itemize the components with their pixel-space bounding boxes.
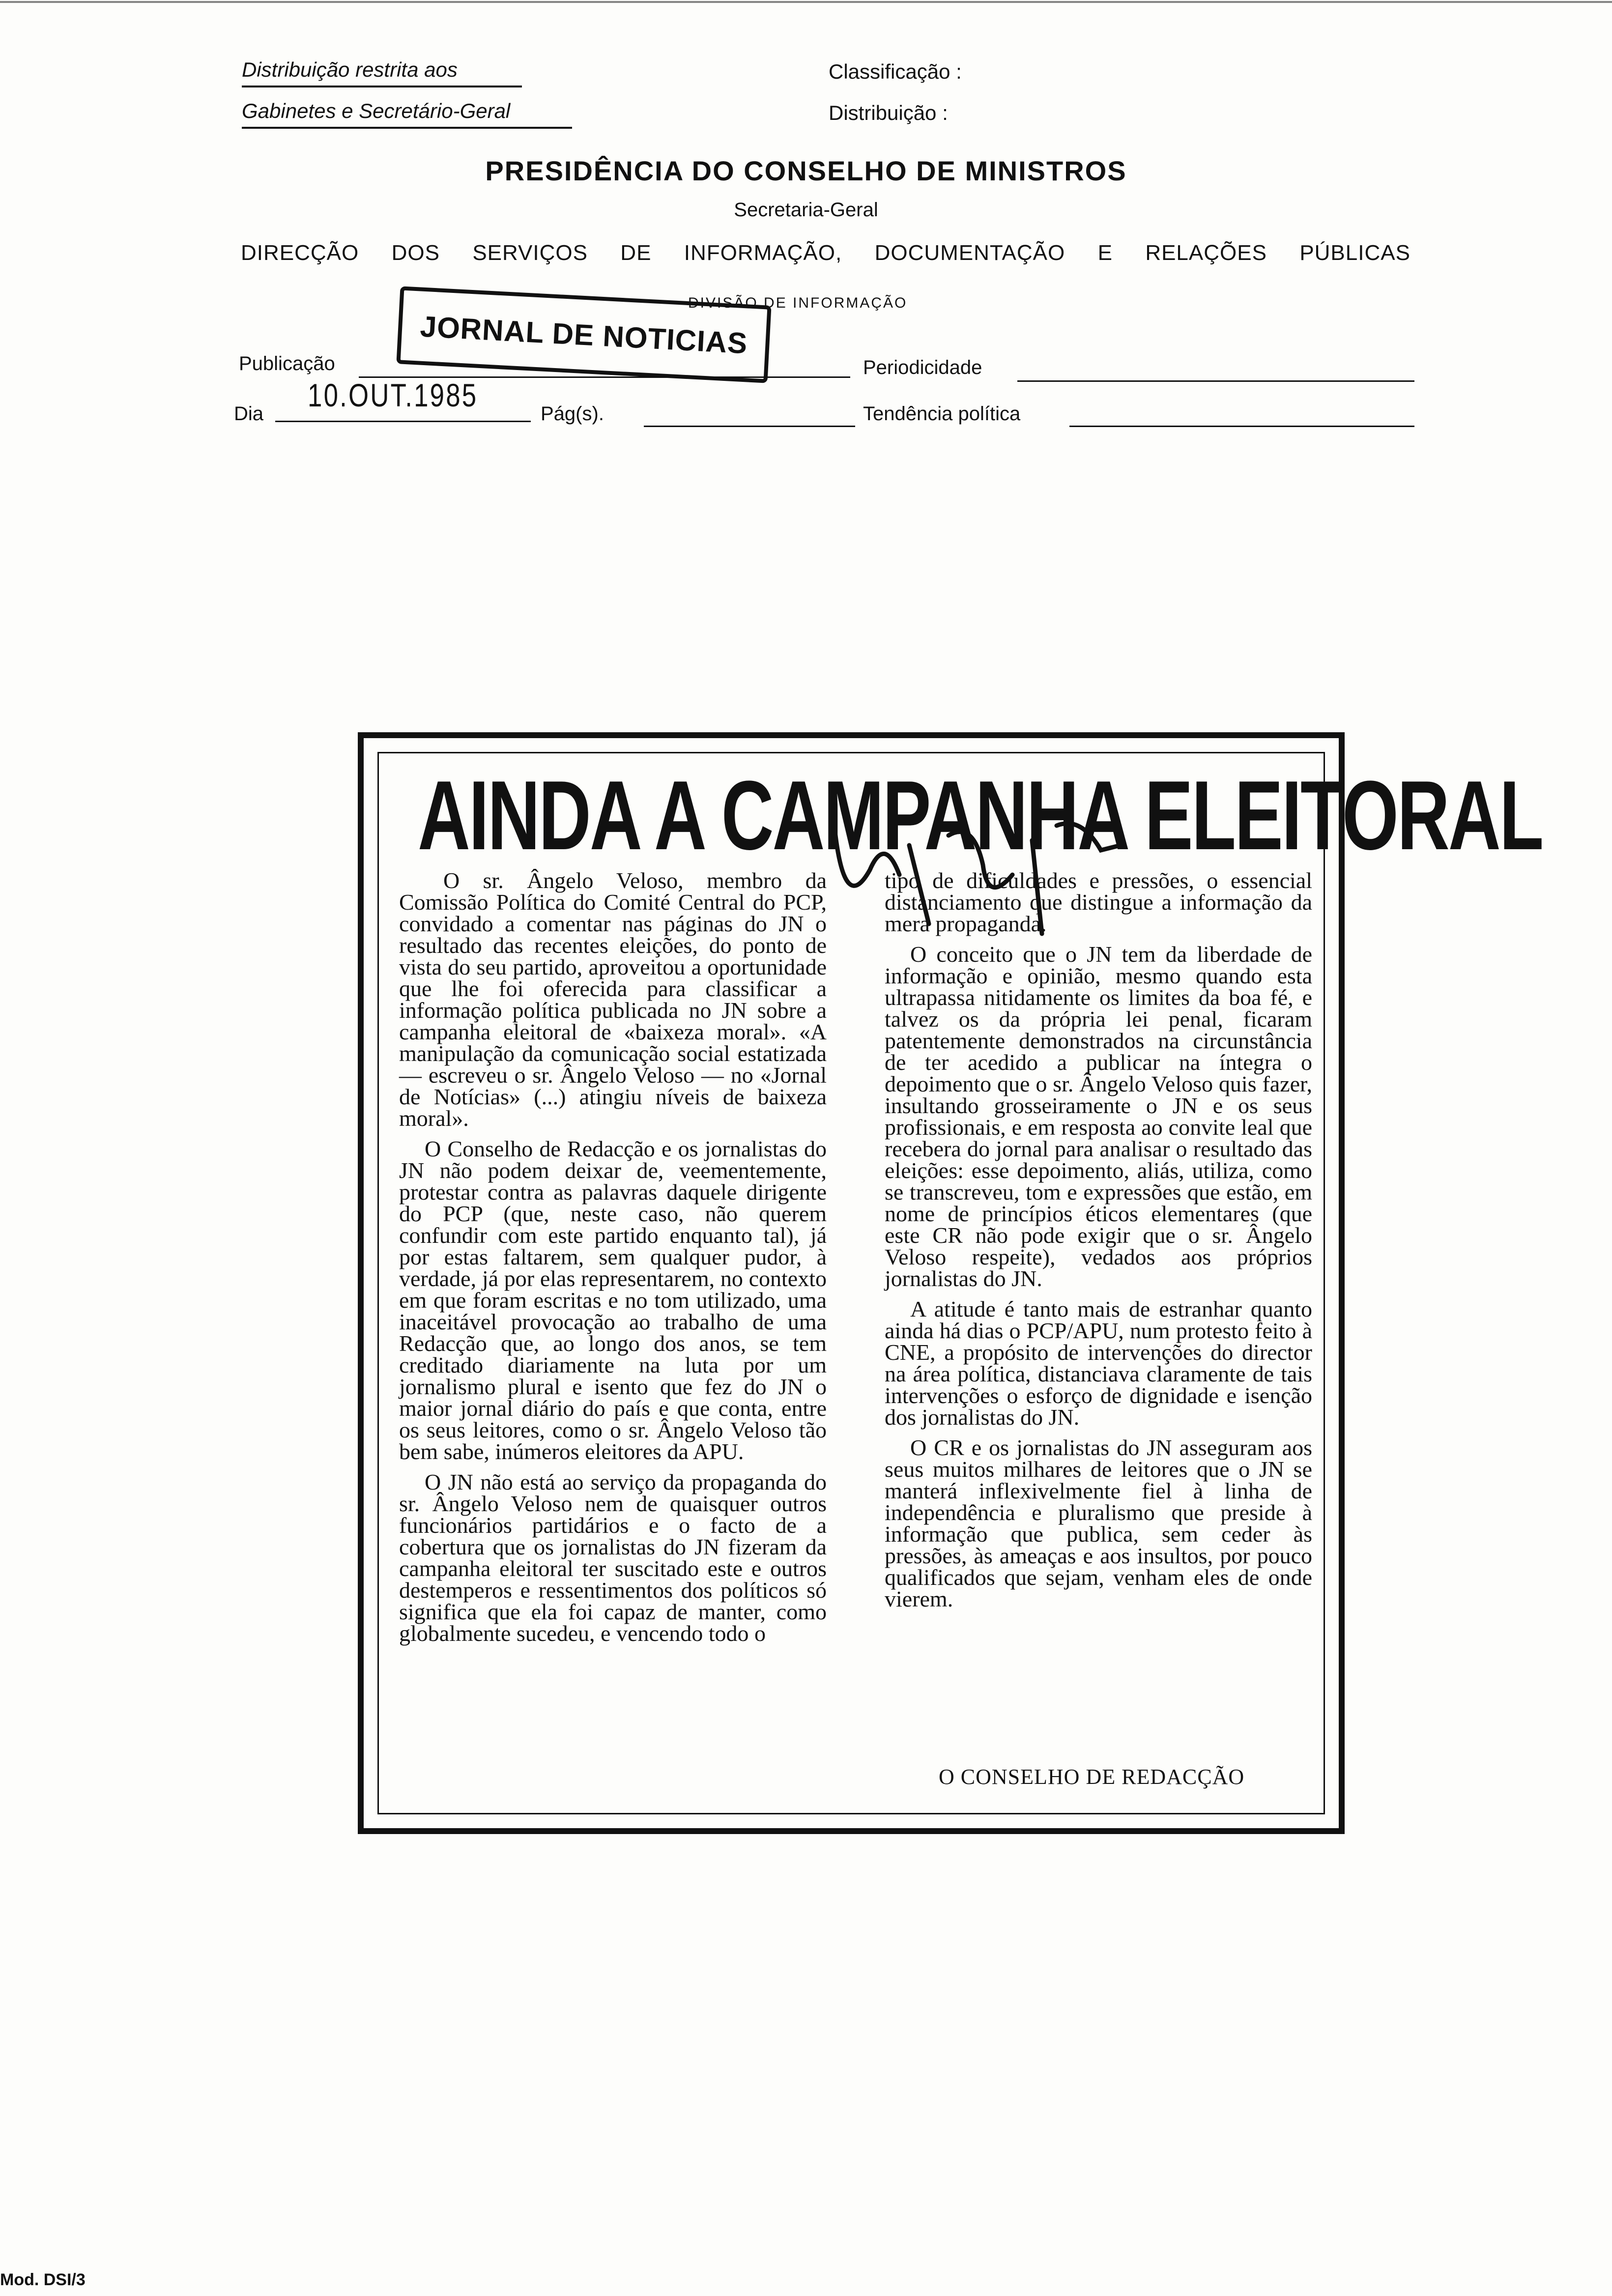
form-code: Mod. DSI/3: [0, 2270, 86, 2289]
direccao-word: DIRECÇÃO: [241, 241, 359, 265]
direccao-word: E: [1097, 241, 1113, 265]
direccao-word: DE: [620, 241, 652, 265]
direccao-word: RELAÇÕES: [1145, 241, 1267, 265]
restricted-underline-2: [242, 127, 572, 129]
direccao-word: SERVIÇOS: [472, 241, 588, 265]
restricted-line-2: Gabinetes e Secretário-Geral: [242, 99, 511, 122]
article-paragraph: O CR e os jornalistas do JN asseguram aos seus muitos milhares de leitores que o JN se manterá inflexivelmente fiel à linha de independência e pluralismo que preside à informação que publica, sem ceder às pressões, às ameaças e aos insultos, por pouco qualificados que sejam, venham eles de onde vierem.: [885, 1435, 1312, 1611]
direccao-word: INFORMAÇÃO,: [684, 241, 842, 265]
distribuicao-label: Distribuição :: [829, 101, 948, 124]
direccao-servicos-line: [241, 241, 1410, 265]
tendencia-label: Tendência política: [863, 403, 1021, 425]
publicacao-label: Publicação: [239, 353, 335, 374]
publicacao-stamp: JORNAL DE NOTICIAS: [396, 286, 771, 383]
direccao-word: DOS: [391, 241, 440, 265]
tendencia-underline: [1069, 426, 1414, 427]
article-right-column: [885, 870, 1312, 1619]
periodicidade-underline: [1017, 380, 1414, 382]
direccao-word: DOCUMENTAÇÃO: [874, 241, 1065, 265]
article-paragraph: O conceito que o JN tem da liberdade de informação e opinião, mesmo quando esta ultrapassa nitidamente os limites da boa fé, e talvez os da própria lei penal, ficaram patentemente demonstrados na circunstância de ter acedido a publicar na íntegra o depoimento que o sr. Ângelo Veloso quis fazer, insultando grosseiramente o JN e os seus profissionais, e em resposta ao convite leal que recebera do jornal para analisar o resultado das eleições: esse depoimento, aliás, utiliza, como se transcreveu, tom e expressões que estão, em nome de princípios éticos elementares (que este CR não pode exigir que o sr. Ângelo Veloso respeite), vedados aos próprios jornalistas do JN.: [885, 942, 1312, 1291]
article-paragraph: O Conselho de Redacção e os jornalistas do JN não podem deixar de, veementemente, protestar contra as palavras daquele dirigente do PCP (que, neste caso, não querem confundir com este partido enquanto tal), já por estas faltarem, sem qualquer pudor, à verdade, já por elas representarem, no contexto em que foram escritas e no tom utilizado, uma inaceitável provocação ao trabalho de uma Redacção que, ao longo dos anos, se tem creditado diariamente na luta por um jornalismo plural e isento que fez do JN o maior jornal diário do país e que conta, entre os seus leitores, como o sr. Ângelo Veloso tão bem sabe, inúmeros eleitores da APU.: [399, 1136, 827, 1464]
dia-value: 10.OUT.1985: [308, 377, 478, 413]
article-paragraph: O JN não está ao serviço da propaganda do sr. Ângelo Veloso nem de quaisquer outros funcionários partidários e o facto de a cobertura que os jornalistas do JN fizeram da campanha eleitoral ter suscitado este e outros destemperos e ressentimentos dos políticos só significa que ela foi capaz de manter, como globalmente sucedeu, e vencendo todo o: [399, 1469, 827, 1646]
dia-label: Dia: [234, 403, 264, 425]
divisao-informacao: DIVISÃO DE INFORMAÇÃO: [688, 295, 908, 311]
pags-label: Pág(s).: [541, 403, 604, 425]
dia-underline: [275, 421, 531, 422]
pags-underline: [644, 426, 855, 427]
secretaria-geral: Secretaria-Geral: [734, 199, 878, 221]
article-signature: O CONSELHO DE REDACÇÃO: [939, 1765, 1245, 1789]
direccao-word: PÚBLICAS: [1299, 241, 1410, 265]
article-left-column: [399, 870, 827, 1653]
article-paragraph: tipo de dificuldades e pressões, o essencial distanciamento que distingue a informação da mera propaganda.: [885, 868, 1312, 936]
presidency-title: PRESIDÊNCIA DO CONSELHO DE MINISTROS: [485, 155, 1127, 186]
classificacao-label: Classificação :: [829, 60, 962, 83]
article-paragraph: A atitude é tanto mais de estranhar quanto ainda há dias o PCP/APU, num protesto feito à CNE, a propósito de intervenções do director na área política, distanciava claramente de tais intervenções o esforço de dignidade e isenção dos jornalistas do JN.: [885, 1296, 1312, 1430]
restricted-underline-1: [242, 86, 522, 87]
scan-top-edge: [0, 1, 1612, 3]
article-headline: AINDA A CAMPANHA ELEITORAL: [418, 761, 1543, 870]
periodicidade-label: Periodicidade: [863, 357, 982, 378]
restricted-line-1: Distribuição restrita aos: [242, 58, 458, 81]
article-paragraph: O sr. Ângelo Veloso, membro da Comissão Política do Comité Central do PCP, convidado a comentar nas páginas do JN o resultado das recentes eleições, do ponto de vista do seu partido, aproveitou a oportunidade que lhe foi oferecida para classificar a informação política publicada no JN sobre a campanha eleitoral de «baixeza moral». «A manipulação da comunicação social estatizada — escreveu o sr. Ângelo Veloso — no «Jornal de Notícias» (...) atingiu níveis de baixeza moral».: [399, 868, 827, 1131]
